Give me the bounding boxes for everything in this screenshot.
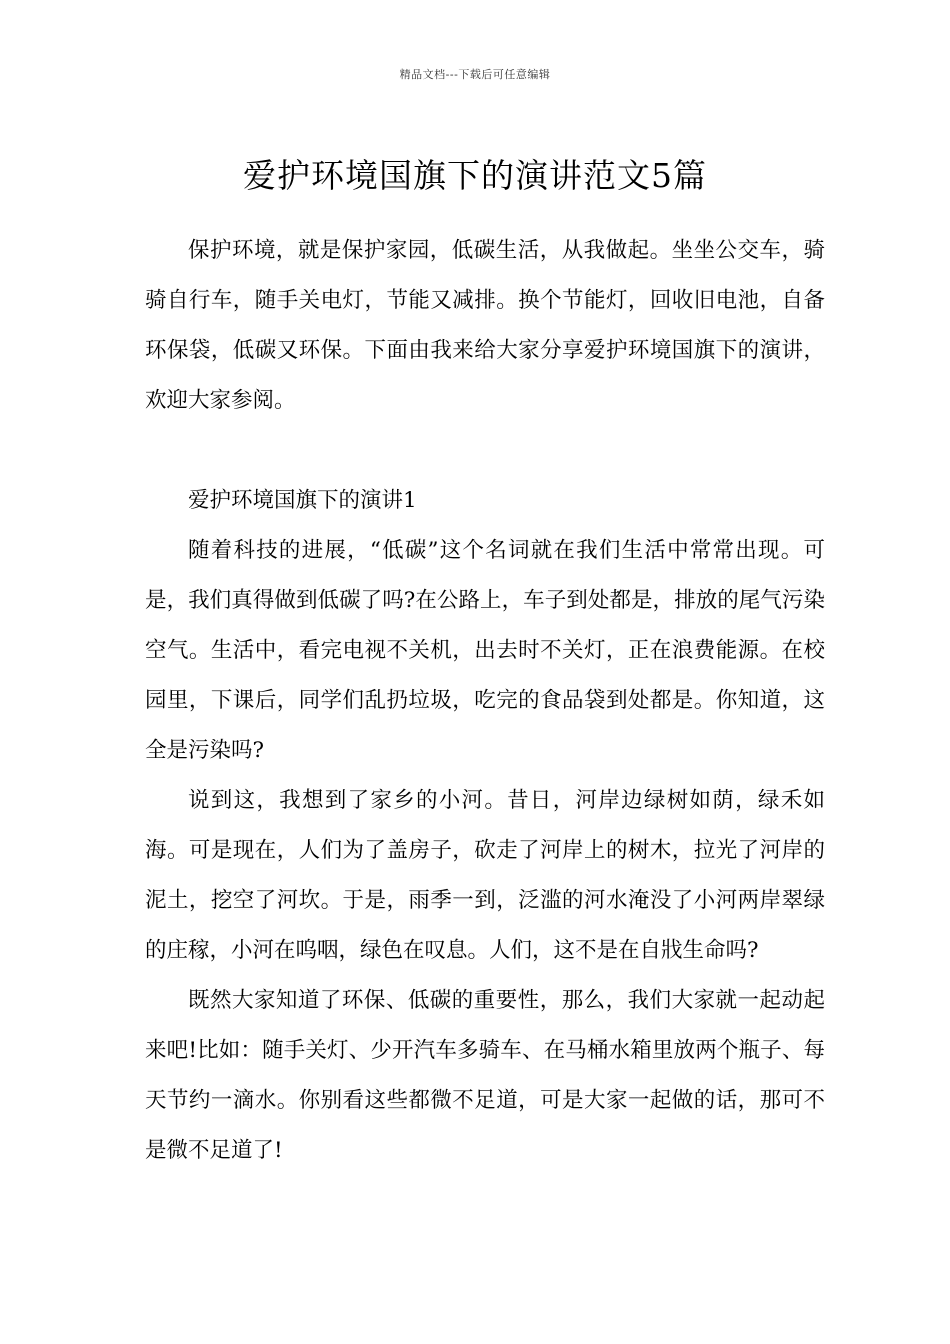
speech-section	[145, 476, 825, 1176]
header-note: 精品文档---下载后可任意编辑	[399, 68, 551, 81]
paragraph-1: 随着科技的进展，“低碳”这个名词就在我们生活中常常出现。可是，我们真得做到低碳了吗?在公路上，车子到处都是，排放的尾气污染空气。生活中，看完电视不关机，出去时不关灯，正在浪费能源。在校园里，下课后，同学们乱扔垃圾，吃完的食品袋到处都是。你知道，这全是污染吗?	[145, 538, 825, 763]
paragraph-2: 说到这，我想到了家乡的小河。昔日，河岸边绿树如荫，绿禾如海。可是现在，人们为了盖房子，砍走了河岸上的树木，拉光了河岸的泥土，挖空了河坎。于是，雨季一到，泛滥的河水淹没了小河两岸翠绿的庄稼，小河在呜咽，绿色在叹息。人们，这不是在自戕生命吗?	[145, 788, 825, 963]
document-title: 爱护环境国旗下的演讲范文5篇	[243, 156, 707, 196]
section-heading: 爱护环境国旗下的演讲1	[188, 488, 417, 513]
intro-paragraph: 保护环境，就是保护家园，低碳生活，从我做起。坐坐公交车，骑骑自行车，随手关电灯，节能又减排。换个节能灯，回收旧电池，自备环保袋，低碳又环保。下面由我来给大家分享爱护环境国旗下的演讲，欢迎大家参阅。	[145, 238, 825, 413]
intro-section	[145, 226, 825, 426]
paragraph-3: 既然大家知道了环保、低碳的重要性，那么，我们大家就一起动起来吧!比如：随手关灯、少开汽车多骑车、在马桶水箱里放两个瓶子、每天节约一滴水。你别看这些都微不足道，可是大家一起做的话，那可不是微不足道了!	[145, 988, 825, 1163]
